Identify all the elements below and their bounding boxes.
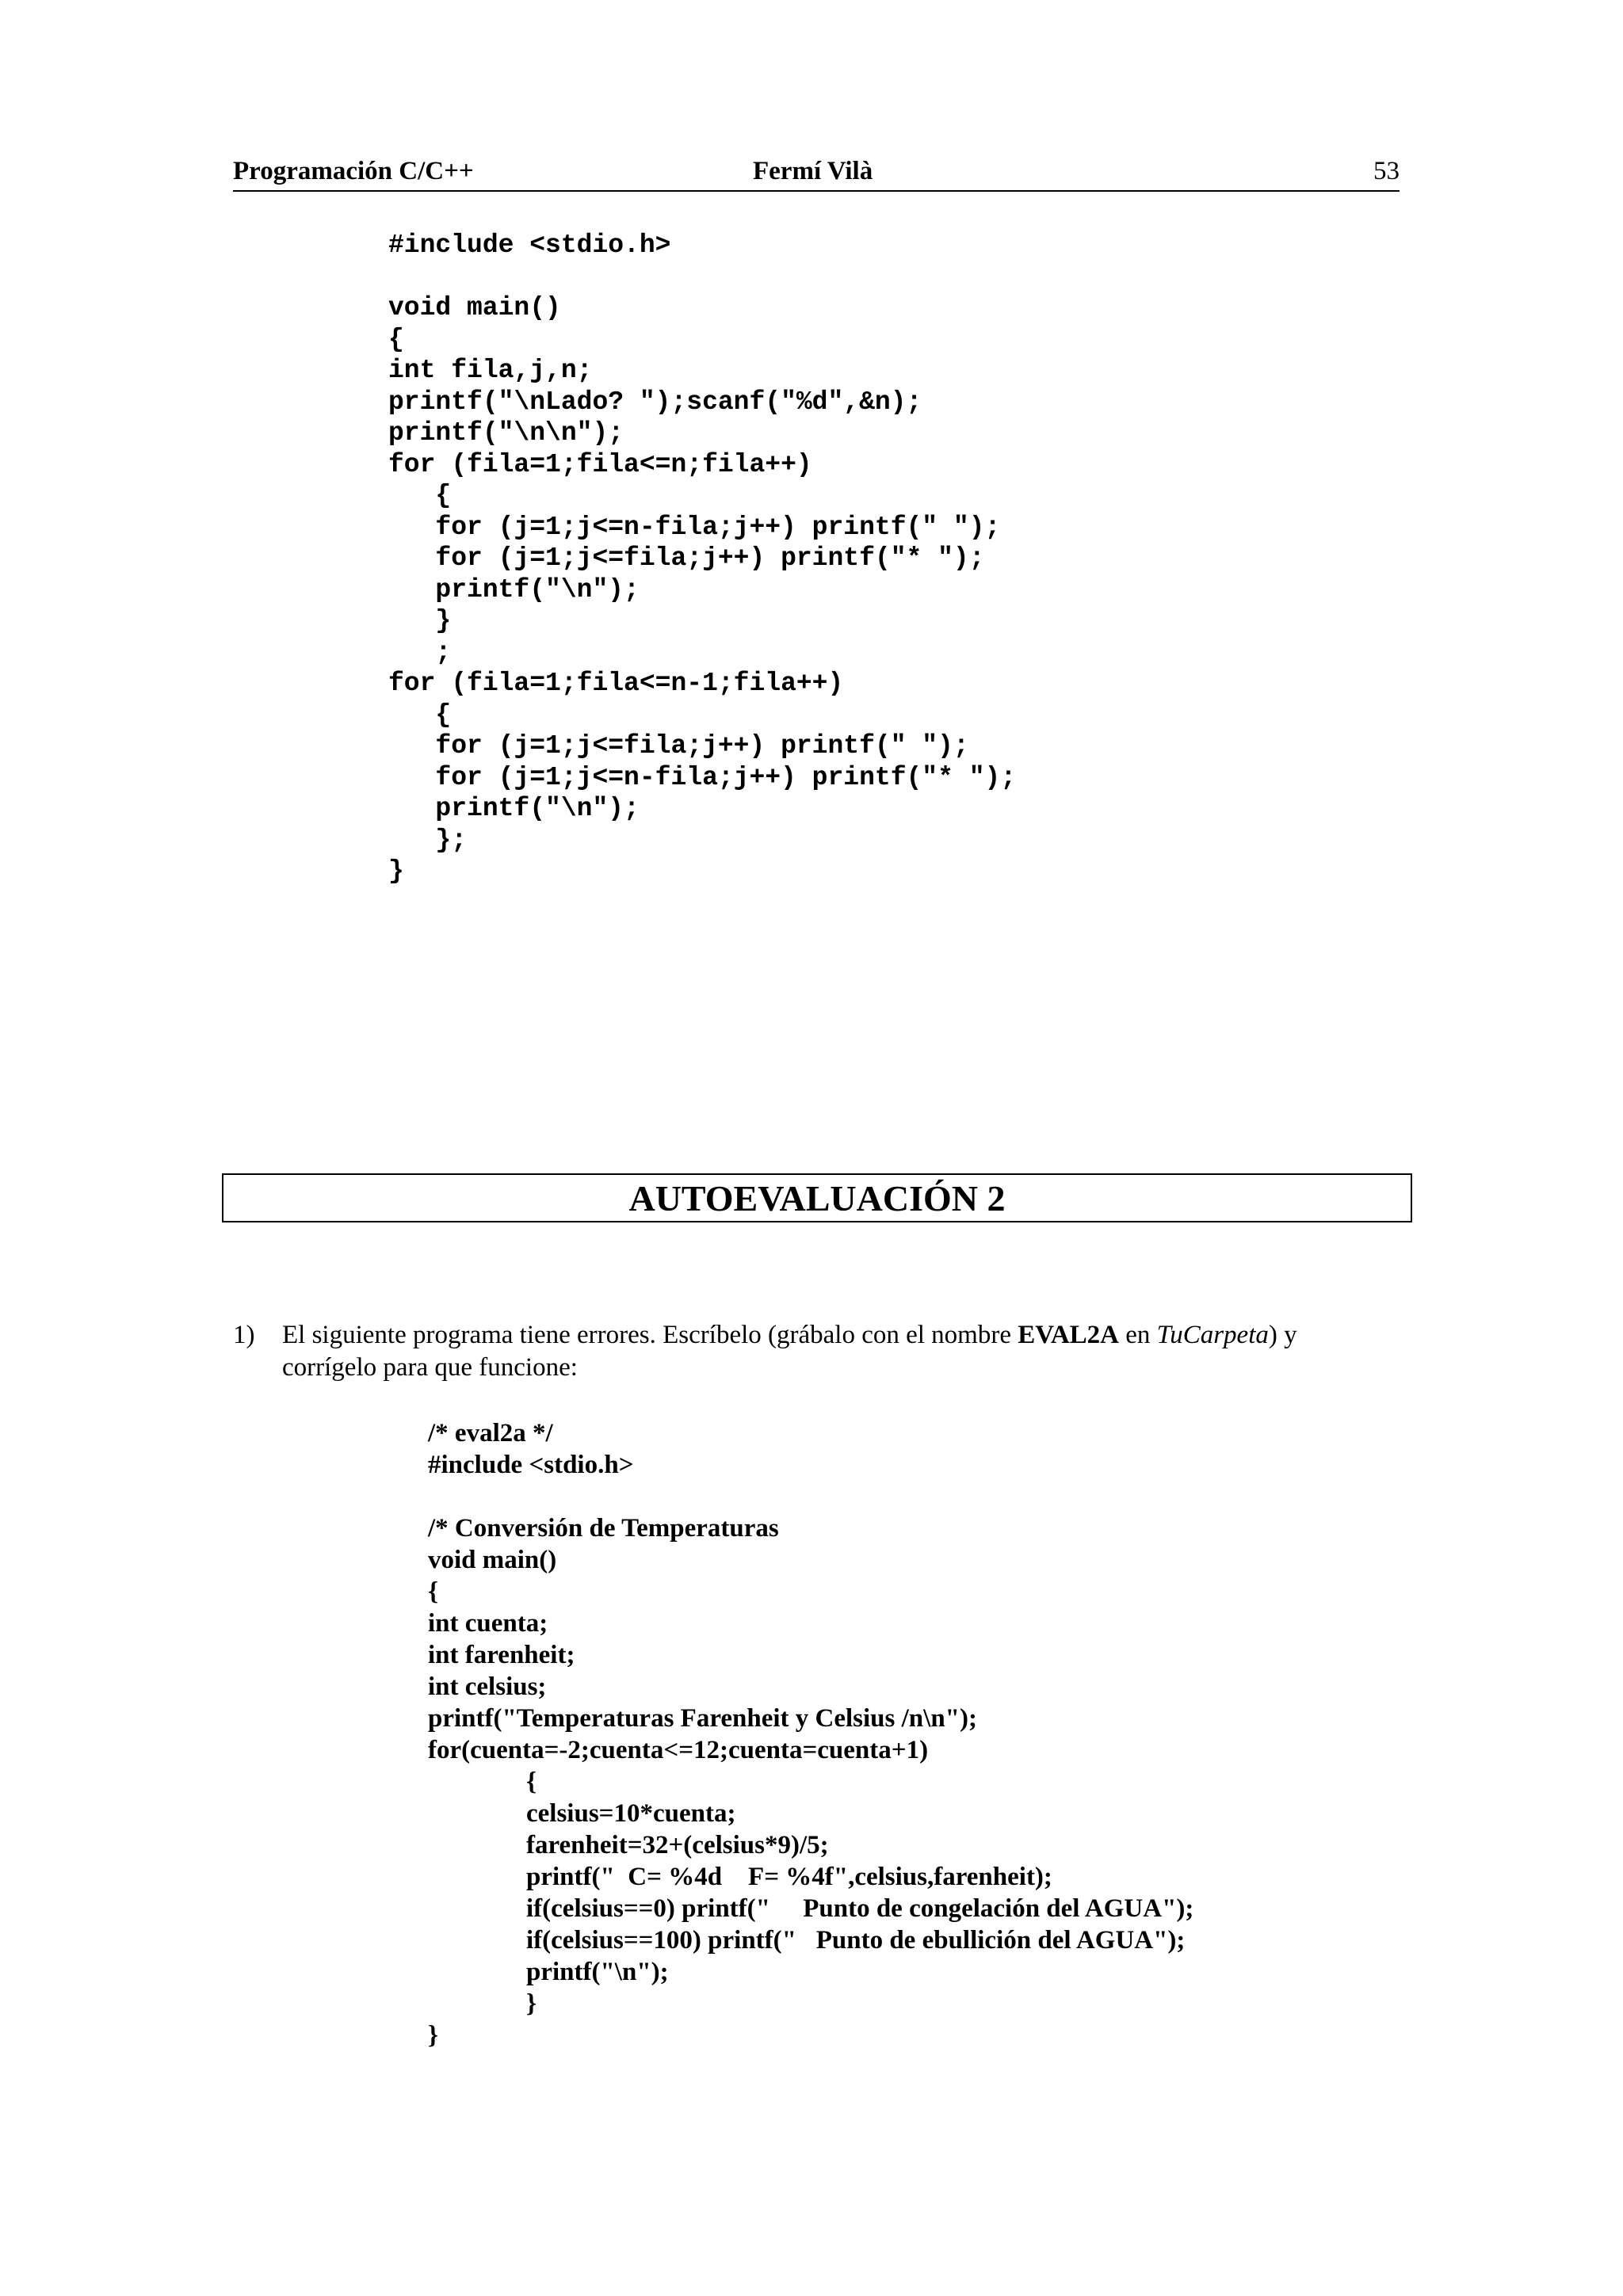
code-line: } <box>388 856 404 886</box>
question-number: 1) <box>233 1321 255 1349</box>
code-line: printf("Temperaturas Farenheit y Celsius /n\n"); <box>428 1704 977 1733</box>
code-line: printf("\n"); <box>526 1958 669 1986</box>
code-line: void main() <box>388 293 561 322</box>
page-header <box>233 155 1400 192</box>
question-text-part: en <box>1119 1321 1157 1349</box>
section-title: AUTOEVALUACIÓN 2 <box>222 1173 1412 1222</box>
code-line: #include <stdio.h> <box>388 231 671 260</box>
code-line: printf("\n"); <box>388 794 640 823</box>
code-line: } <box>388 606 452 635</box>
folder-name: TuCarpeta <box>1156 1321 1269 1349</box>
code-line: printf("\nLado? ");scanf("%d",&n); <box>388 387 922 417</box>
code-line: int fila,j,n; <box>388 356 593 385</box>
code-line <box>388 261 1016 293</box>
code-line: for (j=1;j<=n-fila;j++) printf("* "); <box>388 762 1017 792</box>
code-line: farenheit=32+(celsius*9)/5; <box>526 1831 829 1859</box>
code-line: /* Conversión de Temperaturas <box>428 1514 779 1543</box>
code-line: printf("\n\n"); <box>388 418 624 448</box>
code-line: #include <stdio.h> <box>428 1451 634 1479</box>
code-line: { <box>526 1768 537 1796</box>
code-line: /* eval2a */ <box>428 1419 553 1447</box>
code-line: if(celsius==100) printf(" Punto de ebullición del AGUA"); <box>526 1926 1186 1955</box>
code-line: for (j=1;j<=fila;j++) printf(" "); <box>388 731 969 761</box>
question-text <box>282 1319 1392 1384</box>
code-line: int cuenta; <box>428 1609 548 1638</box>
header-title: Programación C/C++ <box>233 157 474 185</box>
code-line: int celsius; <box>428 1672 547 1701</box>
code-line: int farenheit; <box>428 1641 575 1669</box>
code-listing-1 <box>388 230 1016 887</box>
code-line: for (fila=1;fila<=n-1;fila++) <box>388 669 844 698</box>
header-author: Fermí Vilà <box>753 157 873 185</box>
code-line: }; <box>388 825 468 855</box>
code-line: for (fila=1;fila<=n;fila++) <box>388 449 812 479</box>
code-line: celsius=10*cuenta; <box>526 1799 736 1828</box>
code-line: printf("\n"); <box>388 574 640 605</box>
code-line: { <box>388 700 452 730</box>
question-text-part: ) y corrígelo para que funcione: <box>282 1321 1297 1382</box>
code-line: } <box>428 2021 439 2050</box>
page-number: 53 <box>1373 157 1400 185</box>
code-line: { <box>428 1577 439 1606</box>
question-text-part: El siguiente programa tiene errores. Escríbelo (grábalo con el nombre <box>282 1321 1018 1349</box>
code-line: if(celsius==0) printf(" Punto de congelación del AGUA"); <box>526 1894 1194 1923</box>
code-line <box>428 1481 1193 1512</box>
code-line: printf(" C= %4d F= %4f",celsius,farenheit); <box>526 1863 1052 1891</box>
program-name: EVAL2A <box>1018 1321 1119 1349</box>
code-line: for (j=1;j<=fila;j++) printf("* "); <box>388 543 985 573</box>
code-line: for (j=1;j<=n-fila;j++) printf(" "); <box>388 512 1001 542</box>
code-line: { <box>388 481 452 510</box>
code-line: for(cuenta=-2;cuenta<=12;cuenta=cuenta+1) <box>428 1736 929 1764</box>
code-line: { <box>388 324 404 354</box>
code-line: ; <box>388 637 452 667</box>
code-listing-2 <box>428 1417 1193 2051</box>
code-line: } <box>526 1989 537 2018</box>
code-line: void main() <box>428 1546 557 1574</box>
